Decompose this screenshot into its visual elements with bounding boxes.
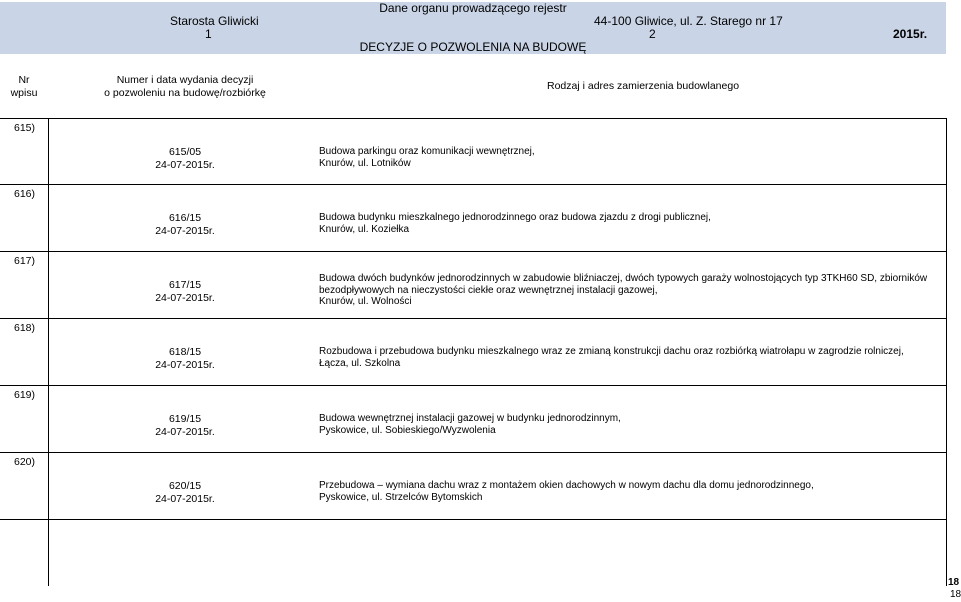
entry-number: 615) bbox=[14, 122, 36, 134]
entry-description bbox=[319, 212, 939, 235]
entry-number: 620) bbox=[14, 456, 36, 468]
entry-decision bbox=[130, 346, 240, 372]
entry-description bbox=[319, 413, 939, 436]
entry-decision bbox=[130, 212, 240, 238]
entry-decision bbox=[130, 480, 240, 506]
registry-owner-heading: Dane organu prowadzącego rejestr bbox=[379, 1, 567, 15]
entry-decision-number: 617/15 bbox=[168, 279, 202, 291]
entry-decision-number: 616/15 bbox=[168, 212, 202, 224]
column-number-1: 1 bbox=[205, 27, 212, 41]
row-divider bbox=[0, 519, 946, 520]
col-header-decision bbox=[100, 74, 270, 100]
col-header-description: Rodzaj i adres zamierzenia budowlanego bbox=[547, 80, 740, 92]
page-marker-mid: 18 bbox=[948, 577, 960, 588]
entry-address: Pyskowice, ul. Strzelców Bytomskich bbox=[319, 491, 483, 503]
entry-decision-number: 620/15 bbox=[168, 480, 202, 492]
entry-address: Knurów, ul. Koziełka bbox=[319, 223, 410, 235]
entry-description-line: Przebudowa – wymiana dachu wraz z montażem okien dachowych w nowym dachu dla domu jednorodzinnego, bbox=[319, 480, 814, 491]
entry-description-line: Budowa dwóch budynków jednorodzinnych w zabudowie bliźniaczej, dwóch typowych garaży wolnostojących typ 3TKH60 SD, zbiorników bbox=[319, 273, 928, 284]
row-divider bbox=[0, 385, 946, 386]
entry-number: 618) bbox=[14, 322, 36, 334]
col-header-decision-line1: Numer i data wydania decyzji bbox=[116, 74, 254, 86]
header-band-2 bbox=[0, 15, 946, 28]
entry-description-line: bezodpływowych na nieczystości ciekłe oraz wewnętrznej instalacji gazowej, bbox=[319, 284, 658, 296]
entry-decision-date: 24-07-2015r. bbox=[155, 493, 215, 505]
entry-address: Knurów, ul. Lotników bbox=[319, 157, 411, 169]
entry-description bbox=[319, 146, 939, 169]
col-header-nr-line2: wpisu bbox=[10, 87, 38, 99]
column-divider-nr bbox=[48, 118, 49, 586]
column-divider-right bbox=[946, 118, 947, 586]
entry-decision-number: 618/15 bbox=[168, 346, 202, 358]
authority-address: 44-100 Gliwice, ul. Z. Starego nr 17 bbox=[594, 14, 783, 28]
entry-decision bbox=[130, 413, 240, 439]
entry-address: Pyskowice, ul. Sobieskiego/Wyzwolenia bbox=[319, 424, 496, 436]
entry-description bbox=[319, 480, 939, 503]
entry-number: 619) bbox=[14, 389, 36, 401]
entry-description-line: Budowa parkingu oraz komunikacji wewnętrznej, bbox=[319, 146, 535, 157]
row-divider bbox=[0, 318, 946, 319]
entry-address: Łącza, ul. Szkolna bbox=[319, 357, 401, 369]
entry-number: 616) bbox=[14, 188, 36, 200]
page-number: 18 bbox=[950, 589, 961, 600]
entry-description-line: Budowa budynku mieszkalnego jednorodzinnego oraz budowa zjazdu z drogi publicznej, bbox=[319, 212, 711, 223]
entry-decision-number: 615/05 bbox=[168, 146, 202, 158]
entry-number: 617) bbox=[14, 255, 36, 267]
col-header-nr-line1: Nr bbox=[18, 74, 30, 86]
entry-description-line: Budowa wewnętrznej instalacji gazowej w budynku jednorodzinnym, bbox=[319, 413, 621, 424]
entry-description-line: Rozbudowa i przebudowa budynku mieszkalnego wraz ze zmianą konstrukcji dachu oraz rozbiórką wiatrołapu w zagrodzie rolniczej, bbox=[319, 346, 904, 357]
column-number-2: 2 bbox=[649, 27, 656, 41]
register-title: DECYZJE O POZWOLENIA NA BUDOWĘ bbox=[359, 40, 587, 54]
entry-description bbox=[319, 346, 939, 369]
authority-name: Starosta Gliwicki bbox=[170, 14, 259, 28]
header-divider bbox=[0, 118, 946, 119]
col-header-decision-line2: o pozwoleniu na budowę/rozbiórkę bbox=[104, 87, 266, 99]
entry-decision-number: 619/15 bbox=[168, 413, 202, 425]
entry-decision-date: 24-07-2015r. bbox=[155, 225, 215, 237]
register-year: 2015r. bbox=[893, 27, 928, 41]
entry-decision-date: 24-07-2015r. bbox=[155, 159, 215, 171]
entry-decision-date: 24-07-2015r. bbox=[155, 359, 215, 371]
row-divider bbox=[0, 251, 946, 252]
row-divider bbox=[0, 452, 946, 453]
entry-decision-date: 24-07-2015r. bbox=[155, 426, 215, 438]
col-header-nr bbox=[0, 74, 48, 100]
entry-decision bbox=[130, 279, 240, 305]
entry-decision bbox=[130, 146, 240, 172]
entry-address: Knurów, ul. Wolności bbox=[319, 296, 412, 307]
row-divider bbox=[0, 184, 946, 185]
entry-decision-date: 24-07-2015r. bbox=[155, 292, 215, 304]
entry-description bbox=[319, 273, 939, 308]
